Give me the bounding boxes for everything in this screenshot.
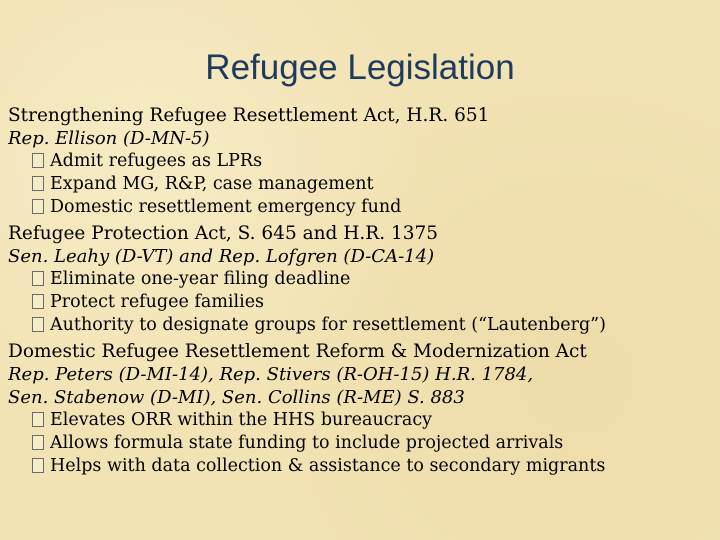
bullet-text: Expand MG, R&P, case management <box>50 174 374 194</box>
bullet-text: Helps with data collection & assistance to secondary migrants <box>50 456 606 476</box>
missing-glyph-box-icon <box>32 412 44 427</box>
bullet-item <box>8 291 716 314</box>
section-heading: Strengthening Refugee Resettlement Act, H.R. 651 <box>8 105 490 126</box>
sponsor-line: Sen. Stabenow (D-MI), Sen. Collins (R-ME) S. 883 <box>8 387 465 408</box>
sponsor-line: Rep. Ellison (D-MN-5) <box>8 128 210 149</box>
bullet-text: Admit refugees as LPRs <box>50 151 263 171</box>
missing-glyph-box-icon <box>32 294 44 309</box>
bullet-item <box>8 455 716 478</box>
slide-title: Refugee Legislation <box>205 48 515 87</box>
missing-glyph-box-icon <box>32 271 44 286</box>
bullet-text: Protect refugee families <box>50 292 265 312</box>
section-hr1784 <box>8 340 716 478</box>
missing-glyph-box-icon <box>32 199 44 214</box>
sponsor-line: Rep. Peters (D-MI-14), Rep. Stivers (R-OH-15) H.R. 1784, <box>8 364 534 385</box>
bullet-text: Authority to designate groups for resettlement (“Lautenberg”) <box>50 315 606 335</box>
sponsor-line: Sen. Leahy (D-VT) and Rep. Lofgren (D-CA-14) <box>8 246 435 267</box>
section-s645 <box>8 222 716 337</box>
missing-glyph-box-icon <box>32 458 44 473</box>
missing-glyph-box-icon <box>32 153 44 168</box>
bullet-item <box>8 173 716 196</box>
bullet-text: Eliminate one-year filing deadline <box>50 269 351 289</box>
bullet-text: Allows formula state funding to include projected arrivals <box>50 433 564 453</box>
missing-glyph-box-icon <box>32 317 44 332</box>
missing-glyph-box-icon <box>32 435 44 450</box>
bullet-item <box>8 196 716 219</box>
section-heading: Refugee Protection Act, S. 645 and H.R. 1375 <box>8 223 439 244</box>
bullet-text: Domestic resettlement emergency fund <box>50 197 402 217</box>
bullet-item <box>8 314 716 337</box>
missing-glyph-box-icon <box>32 176 44 191</box>
bullet-item <box>8 150 716 173</box>
bullet-item <box>8 268 716 291</box>
section-heading: Domestic Refugee Resettlement Reform & Modernization Act <box>8 341 587 362</box>
bullet-item <box>8 432 716 455</box>
section-hr651 <box>8 104 716 219</box>
bullet-item <box>8 409 716 432</box>
slide-content <box>8 104 716 478</box>
bullet-text: Elevates ORR within the HHS bureaucracy <box>50 410 433 430</box>
